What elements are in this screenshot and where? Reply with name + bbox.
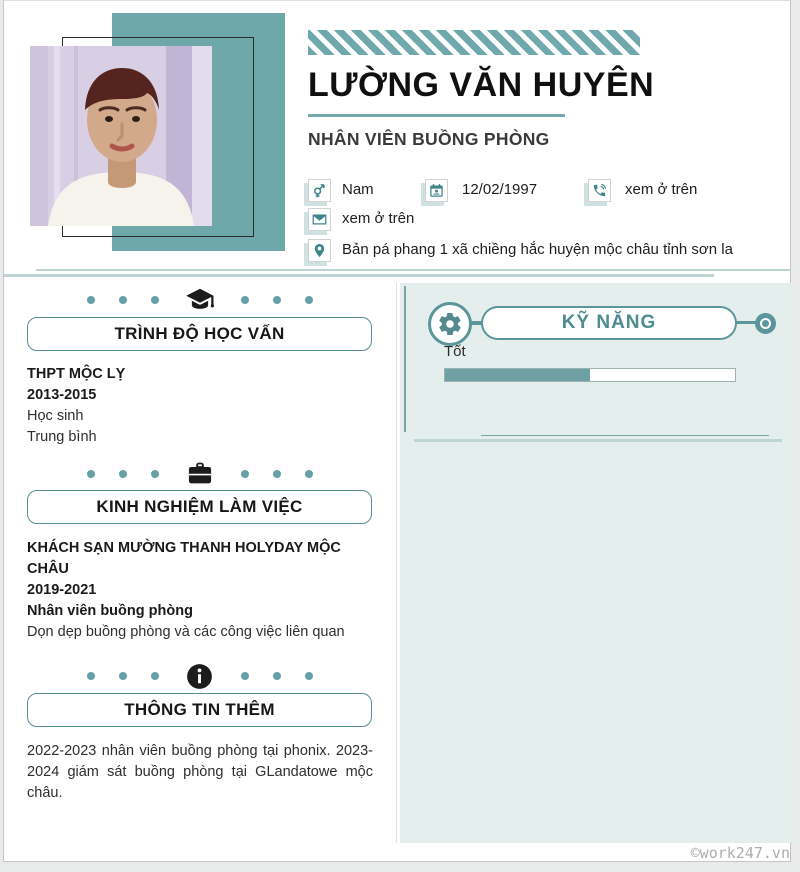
additional-section-decoration <box>27 661 372 691</box>
graduation-cap-icon <box>185 285 215 315</box>
additional-section-title-box <box>27 693 372 727</box>
name-underline <box>308 114 565 117</box>
education-role: Học sinh <box>27 408 84 424</box>
portrait-illustration <box>30 46 212 226</box>
experience-period: 2019-2021 <box>27 582 97 598</box>
header-divider-line <box>36 269 791 271</box>
watermark: ©work247.vn <box>690 844 790 862</box>
experience-section-title-box <box>27 490 372 524</box>
skills-section-divider <box>481 435 769 436</box>
skill-progress-bar <box>444 368 736 382</box>
experience-role: Nhân viên buồng phòng <box>27 603 193 619</box>
additional-content: 2022-2023 nhân viên buồng phòng tại phonix. 2023-2024 giám sát buồng phòng tại GLandatowe mộc châu. <box>27 743 373 801</box>
skills-panel <box>400 283 791 843</box>
skills-section-divider-2 <box>414 439 782 442</box>
birthday-value: 12/02/1997 <box>462 181 538 198</box>
education-period: 2013-2015 <box>27 387 97 403</box>
education-section-title: TRÌNH ĐỘ HỌC VẤN <box>114 324 285 343</box>
education-section-decoration <box>27 285 372 315</box>
skills-title-pill <box>481 306 737 340</box>
ring-marker-icon <box>755 313 776 334</box>
education-school: THPT MỘC LỴ <box>27 366 126 382</box>
education-section-title-box <box>27 317 372 351</box>
gender-value: Nam <box>342 181 374 198</box>
briefcase-icon <box>185 459 215 489</box>
experience-section-title: KINH NGHIỆM LÀM VIỆC <box>96 497 303 516</box>
gear-icon <box>428 302 472 346</box>
experience-section-decoration <box>27 459 372 489</box>
phone-icon <box>588 179 611 202</box>
decorative-stripes-bar <box>308 30 640 55</box>
skill-level-label: Tốt <box>444 343 466 360</box>
info-icon <box>185 661 215 691</box>
experience-description: Dọn dẹp buồng phòng và các công việc liên quan <box>27 624 345 640</box>
gender-icon <box>308 179 331 202</box>
education-result: Trung bình <box>27 429 97 445</box>
phone-value: xem ở trên <box>625 181 698 198</box>
experience-company: KHÁCH SẠN MƯỜNG THANH HOLYDAY MỘC CHÂU <box>27 540 341 577</box>
mail-icon <box>308 208 331 231</box>
skills-section-accent-line <box>404 286 406 432</box>
job-title: NHÂN VIÊN BUỒNG PHÒNG <box>308 129 550 149</box>
additional-section-title: THÔNG TIN THÊM <box>124 700 275 719</box>
skill-progress-fill <box>445 369 590 381</box>
profile-photo <box>30 46 212 226</box>
address-value: Bản pá phang 1 xã chiềng hắc huyện mộc châu tỉnh sơn la <box>342 241 733 258</box>
header-divider-line-2 <box>4 274 714 277</box>
location-icon <box>308 239 331 262</box>
email-value: xem ở trên <box>342 210 415 227</box>
calendar-icon <box>425 179 448 202</box>
candidate-name: LƯỜNG VĂN HUYÊN <box>308 66 655 104</box>
skills-panel-left-line <box>396 283 397 843</box>
skills-title: KỸ NĂNG <box>561 312 657 333</box>
education-content <box>27 364 373 448</box>
experience-content <box>27 538 373 643</box>
